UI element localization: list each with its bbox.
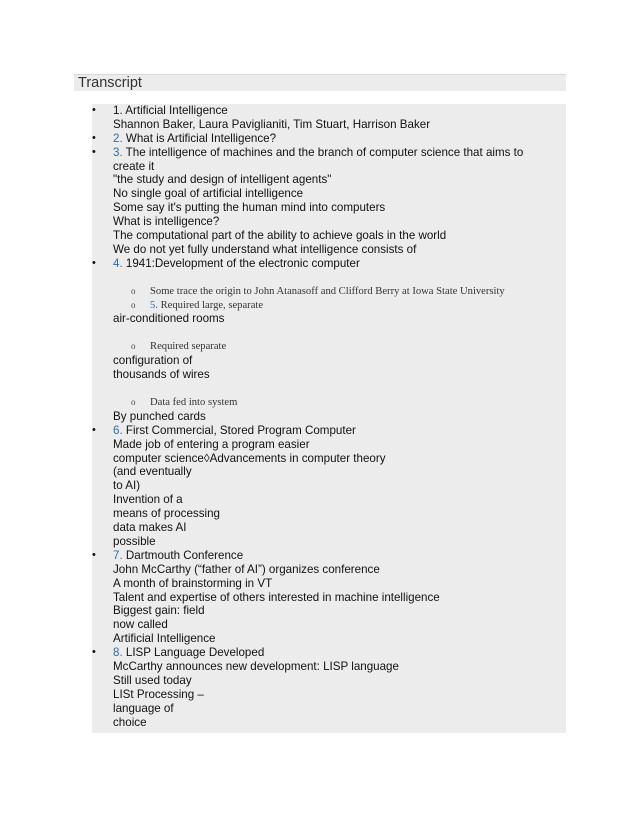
- bullet-icon: •: [92, 131, 96, 144]
- bullet-icon: •: [92, 423, 96, 436]
- item-line: language of: [113, 701, 174, 715]
- item-line: The computational part of the ability to achieve goals in the world: [113, 229, 447, 243]
- item-title: Artificial Intelligence: [122, 104, 228, 117]
- sub-item: [0, 340, 638, 354]
- item-title: What is Artificial Intelligence?: [122, 131, 277, 145]
- spacer: [0, 382, 638, 396]
- item-line: means of processing: [113, 507, 220, 521]
- item-line: No single goal of artificial intelligence: [113, 187, 304, 201]
- item-line: Shannon Baker, Laura Paviglianiti, Tim Stuart, Harrison Baker: [113, 117, 431, 131]
- bullet-icon: •: [92, 256, 96, 269]
- item-number-link[interactable]: 2.: [113, 131, 123, 145]
- item-number-link[interactable]: 5.: [150, 299, 158, 311]
- circle-bullet-icon: o: [131, 397, 136, 408]
- item-number-link[interactable]: 7.: [113, 548, 123, 562]
- sub-item-text: Required separate: [150, 341, 227, 353]
- item-line: to AI): [113, 479, 141, 493]
- item-line: (and eventually: [113, 465, 192, 479]
- list-item: [0, 146, 638, 160]
- item-line: now called: [113, 618, 168, 632]
- item-line: McCarthy announces new development: LISP language: [113, 659, 399, 673]
- spacer: [0, 326, 638, 340]
- item-line: Artificial Intelligence: [113, 632, 216, 646]
- item-title: First Commercial, Stored Program Computer: [122, 423, 356, 437]
- bullet-icon: •: [92, 646, 96, 659]
- sub-item: [0, 299, 638, 313]
- list-item: [0, 104, 638, 118]
- item-line: possible: [113, 534, 156, 548]
- circle-bullet-icon: o: [131, 341, 136, 352]
- list-item: [0, 132, 638, 146]
- item-line: We do not yet fully understand what intelligence consists of: [113, 242, 417, 256]
- sub-item-text: Required large, separate: [157, 299, 264, 311]
- item-line: data makes AI: [113, 521, 187, 535]
- item-title: Dartmouth Conference: [122, 548, 244, 562]
- list-item: [0, 646, 638, 660]
- item-line: configuration of: [113, 354, 193, 368]
- item-line: thousands of wires: [113, 368, 210, 382]
- item-number-link[interactable]: 4.: [113, 256, 123, 270]
- item-number-link[interactable]: 6.: [113, 423, 123, 437]
- bullet-icon: •: [92, 145, 96, 158]
- list-item: [0, 549, 638, 563]
- list-item: [0, 257, 638, 271]
- circle-bullet-icon: o: [131, 299, 136, 310]
- item-line: Some say it's putting the human mind into computers: [113, 201, 386, 215]
- transcript-list: [0, 104, 638, 729]
- sub-item-text: Some trace the origin to John Atanasoff and Clifford Berry at Iowa State University: [150, 285, 505, 297]
- item-line: Biggest gain: field: [113, 604, 205, 618]
- item-line: air-conditioned rooms: [113, 312, 225, 326]
- item-line: LISt Processing –: [113, 687, 204, 701]
- item-line: What is intelligence?: [113, 215, 220, 229]
- item-number-link[interactable]: 8.: [113, 646, 123, 660]
- spacer: [0, 271, 638, 285]
- bullet-icon: •: [92, 548, 96, 561]
- item-line: John McCarthy (“father of AI”) organizes conference: [113, 562, 380, 576]
- item-number-link[interactable]: 3.: [113, 145, 123, 159]
- bullet-icon: •: [92, 104, 96, 116]
- list-item: [0, 424, 638, 438]
- item-line: choice: [113, 715, 147, 729]
- circle-bullet-icon: o: [131, 285, 136, 296]
- item-title: 1941:Development of the electronic computer: [122, 256, 360, 270]
- item-line: A month of brainstorming in VT: [113, 576, 273, 590]
- item-line: Invention of a: [113, 493, 183, 507]
- item-line: create it: [113, 159, 155, 173]
- transcript-heading: Transcript: [74, 74, 566, 91]
- item-title: The intelligence of machines and the branch of computer science that aims to: [122, 145, 524, 159]
- item-line: Still used today: [113, 673, 192, 687]
- sub-item-text: Data fed into system: [150, 397, 238, 409]
- item-line: computer science◊Advancements in computer theory: [113, 451, 386, 465]
- item-title: LISP Language Developed: [122, 646, 265, 660]
- sub-item: [0, 396, 638, 410]
- item-line: "the study and design of intelligent agents": [113, 173, 332, 187]
- item-number: 1.: [113, 104, 123, 117]
- item-line: Made job of entering a program easier: [113, 437, 310, 451]
- item-line: Talent and expertise of others interested in machine intelligence: [113, 590, 440, 604]
- item-line: By punched cards: [113, 409, 206, 423]
- sub-item: [0, 285, 638, 299]
